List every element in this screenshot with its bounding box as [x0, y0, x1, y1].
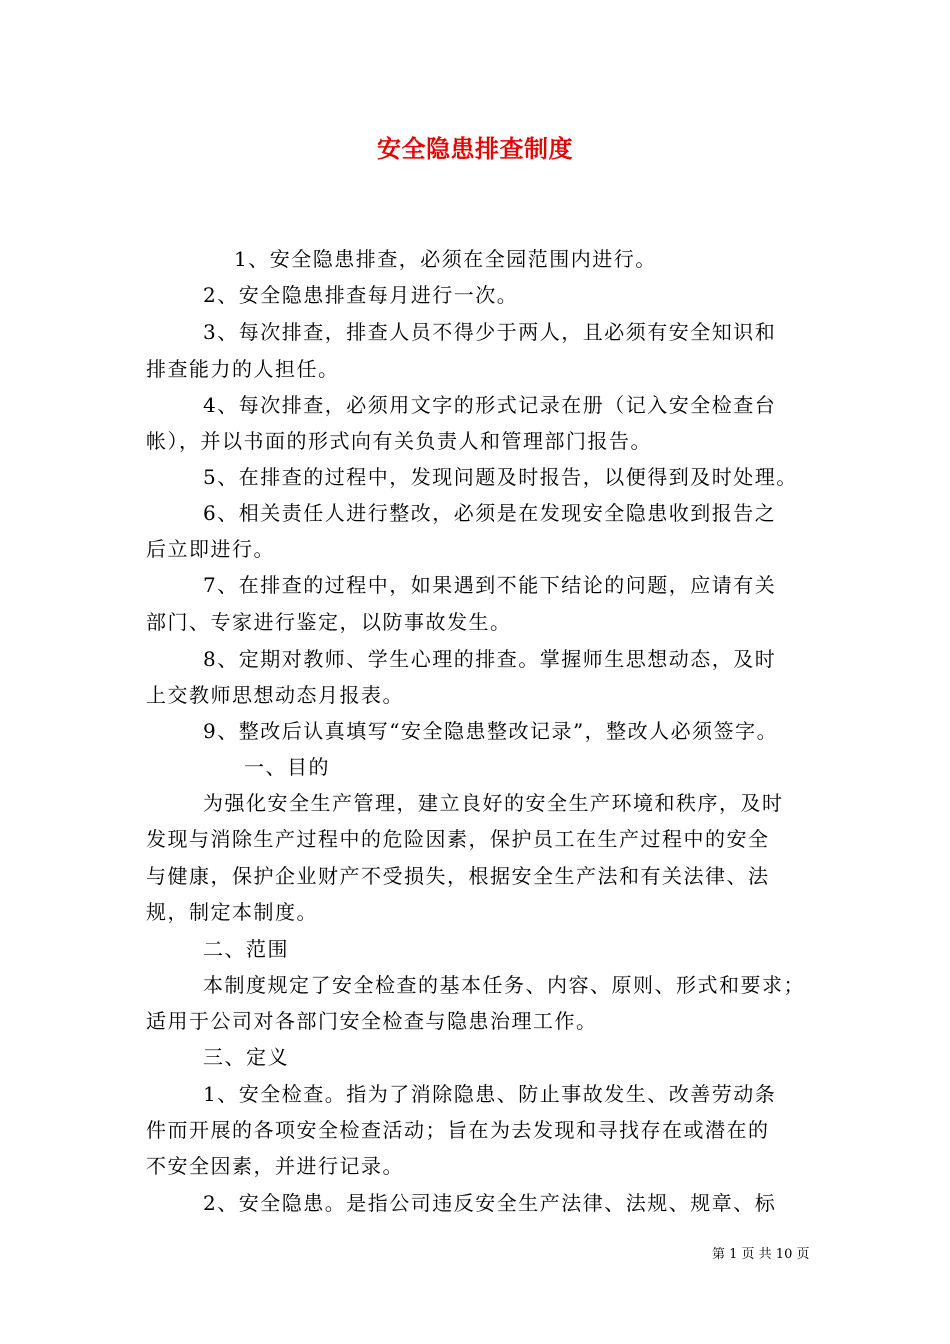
paragraph-line: 件而开展的各项安全检查活动；旨在为去发现和寻找存在或潜在的: [146, 1118, 770, 1142]
paragraph-line: 3、每次排查，排查人员不得少于两人，且必须有安全知识和: [203, 320, 777, 344]
paragraph-line: 7、在排查的过程中，如果遇到不能下结论的问题，应请有关: [203, 573, 777, 597]
paragraph-line: 规，制定本制度。: [146, 900, 318, 924]
paragraph-line: 上交教师思想动态月报表。: [146, 683, 404, 707]
section-heading: 三、定义: [203, 1045, 289, 1069]
paragraph-line: 9、整改后认真填写“安全隐患整改记录”，整改人必须签字。: [203, 719, 779, 743]
paragraph-line: 1、安全检查。指为了消除隐患、防止事故发生、改善劳动条: [203, 1082, 777, 1106]
page-number: 第 1 页 共 10 页: [712, 1247, 810, 1262]
section-heading: 二、范围: [203, 937, 289, 961]
paragraph-line: 为强化安全生产管理，建立良好的安全生产环境和秩序，及时: [203, 791, 784, 815]
paragraph-line: 适用于公司对各部门安全检查与隐患治理工作。: [146, 1009, 598, 1033]
paragraph-line: 与健康，保护企业财产不受损失，根据安全生产法和有关法律、法: [146, 864, 770, 888]
paragraph-line: 8、定期对教师、学生心理的排查。掌握师生思想动态，及时: [203, 647, 777, 671]
paragraph-line: 5、在排查的过程中，发现问题及时报告，以便得到及时处理。: [203, 465, 798, 489]
paragraph-line: 4、每次排查，必须用文字的形式记录在册（记入安全检查台: [203, 393, 777, 417]
paragraph-line: 2、安全隐患。是指公司违反安全生产法律、法规、规章、标: [203, 1191, 777, 1215]
paragraph-line: 帐），并以书面的形式向有关负责人和管理部门报告。: [146, 429, 652, 453]
section-heading: 一、目的: [244, 755, 330, 779]
paragraph-line: 部门、专家进行鉴定，以防事故发生。: [146, 610, 512, 634]
paragraph-line: 6、相关责任人进行整改，必须是在发现安全隐患收到报告之: [203, 501, 777, 525]
paragraph-line: 后立即进行。: [146, 537, 275, 561]
paragraph-line: 1、安全隐患排查，必须在全园范围内进行。: [234, 247, 657, 271]
paragraph-line: 不安全因素，并进行记录。: [146, 1154, 404, 1178]
paragraph-line: 本制度规定了安全检查的基本任务、内容、原则、形式和要求；: [203, 973, 805, 997]
document-title: 安全隐患排查制度: [377, 135, 573, 163]
paragraph-line: 发现与消除生产过程中的危险因素，保护员工在生产过程中的安全: [146, 827, 770, 851]
paragraph-line: 2、安全隐患排查每月进行一次。: [203, 283, 519, 307]
paragraph-line: 排查能力的人担任。: [146, 357, 340, 381]
